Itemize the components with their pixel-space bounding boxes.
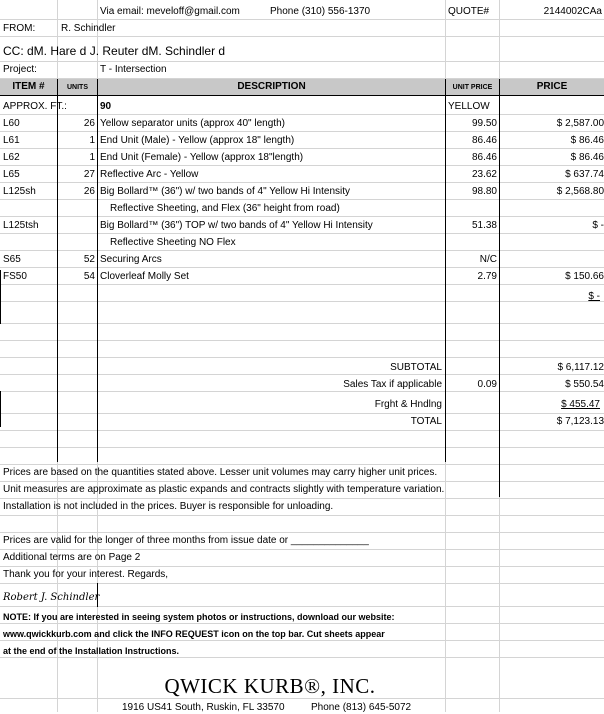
line-item-description: Yellow separator units (approx 40" length) [100,118,285,129]
line-item-price: $ - [588,291,600,302]
company-name: QWICK KURB®, INC. [164,674,376,698]
line-item-description: End Unit (Male) - Yellow (approx 18" length) [100,135,295,146]
grid-line [0,549,604,550]
grid-line [0,216,604,217]
note-website-2: www.qwickkurb.com and click the INFO REQUEST icon on the top bar. Cut sheets appear [3,629,385,639]
total-value: $ 7,123.13 [556,416,604,427]
line-item-unit-price: 2.79 [477,271,497,282]
grid-line [0,447,604,448]
line-item-price: $ 2,587.00 [556,118,604,129]
grid-line [0,199,604,200]
line-item-units: 52 [83,254,95,265]
grid-line [0,148,604,149]
grid-line [0,19,604,20]
line-item-description-continued: Reflective Sheeting, and Flex (36" height from road) [110,203,340,214]
line-item-unit-price: 86.46 [471,135,497,146]
grid-line [0,623,604,624]
freight-value: $ 455.47 [561,399,600,410]
column-header-units: UNITS [67,84,88,91]
approx-ft-value: 90 [100,101,112,112]
note-quantities: Prices are based on the quantities stated above. Lesser unit volumes may carry higher unit prices. [3,467,438,478]
note-additional-terms: Additional terms are on Page 2 [3,552,141,563]
grid-line [0,36,604,37]
subtotal-label: SUBTOTAL [390,362,442,373]
sales-tax-label: Sales Tax if applicable [343,379,442,390]
line-item-description: Securing Arcs [100,254,162,265]
line-item-units: 1 [89,135,95,146]
grid-line [0,657,604,658]
line-item-price: $ 86.46 [570,135,604,146]
line-item-units: 26 [83,118,95,129]
line-item-code: L61 [3,135,20,146]
grid-line [0,566,604,567]
grid-line [0,481,604,482]
line-item-description: End Unit (Female) - Yellow (approx 18"length) [100,152,304,163]
line-item-units: 1 [89,152,95,163]
line-item-code: L125sh [3,186,36,197]
from-value: R. Schindler [61,23,116,34]
line-item-units: 27 [83,169,95,180]
via-email: Via email: meveloff@gmail.com [100,6,240,17]
project-value: T - Intersection [100,64,167,75]
project-label: Project: [3,64,37,75]
column-header-unit-price: UNIT PRICE [452,84,493,91]
note-validity: Prices are valid for the longer of three months from issue date or ______________ [3,535,369,546]
line-item-description-continued: Reflective Sheeting NO Flex [110,237,236,248]
grid-line [0,233,604,234]
line-item-price: $ 637.74 [565,169,604,180]
line-item-code: L62 [3,152,20,163]
left-border [0,270,1,324]
grid-line [0,357,604,358]
grid-line [0,391,604,392]
line-item-code: S65 [3,254,21,265]
line-item-unit-price: 99.50 [471,118,497,129]
line-item-description: Cloverleaf Molly Set [100,271,189,282]
signature: Robert J. Schindler [3,592,100,603]
total-label: TOTAL [410,416,442,427]
approx-ft-label: APPROX. FT.: [3,101,67,112]
line-item-unit-price: N/C [479,254,497,265]
note-website-1: NOTE: If you are interested in seeing system photos or instructions, download our website: [3,612,395,622]
approx-color: YELLOW [448,101,490,112]
grid-line [0,340,604,341]
line-item-code: L60 [3,118,20,129]
line-item-description: Reflective Arc - Yellow [100,169,199,180]
line-item-unit-price: 23.62 [471,169,497,180]
column-header-price: PRICE [536,81,568,92]
sales-tax-rate: 0.09 [477,379,497,390]
column-header-item: ITEM # [12,81,45,92]
grid-line [0,640,604,641]
line-item-units: 54 [83,271,95,282]
line-item-units: 26 [83,186,95,197]
cc-line: CC: dM. Hare d J. Reuter dM. Schindler d [3,44,226,58]
quote-number: 2144002CAa [543,6,602,17]
note-installation: Installation is not included in the prices. Buyer is responsible for unloading. [3,501,334,512]
line-item-description: Big Bollard™ (36") w/ two bands of 4" Yellow Hi Intensity [100,186,350,197]
line-item-price: $ 2,568.80 [556,186,604,197]
line-item-code: L65 [3,169,20,180]
grid-line [0,267,604,268]
grid-line [0,430,604,431]
grid-line [0,515,604,516]
company-phone: Phone (813) 645-5072 [311,702,412,713]
grid-line [0,532,604,533]
note-thank-you: Thank you for your interest. Regards, [3,569,169,580]
line-item-price: $ - [592,220,604,231]
grid-line [0,323,604,324]
note-website-3: at the end of the Installation Instructions. [3,646,180,656]
note-measures: Unit measures are approximate as plastic expands and contracts slightly with temperature variation. [3,484,445,495]
subtotal-value: $ 6,117.12 [557,362,604,373]
grid-line [0,61,604,62]
left-border [0,391,1,427]
sales-tax-value: $ 550.54 [565,379,604,390]
line-item-code: L125tsh [3,220,39,231]
grid-line [0,606,604,607]
line-item-description: Big Bollard™ (36") TOP w/ two bands of 4" Yellow Hi Intensity [100,220,373,231]
grid-line [0,284,604,285]
phone-text: Phone (310) 556-1370 [270,6,371,17]
header-bottom-border [0,95,604,96]
line-item-unit-price: 51.38 [471,220,497,231]
grid-line [0,498,604,499]
grid-line [0,131,604,132]
company-address: 1916 US41 South, Ruskin, FL 33570 [122,702,285,713]
column-header-description: DESCRIPTION [237,81,306,92]
grid-line [0,374,604,375]
grid-line [0,583,604,584]
grid-line [0,413,604,414]
quote-label: QUOTE# [448,6,490,17]
grid-line [0,250,604,251]
freight-label: Frght & Hndlng [374,399,442,410]
grid-line [0,114,604,115]
line-item-price: $ 150.66 [565,271,604,282]
line-item-price: $ 86.46 [570,152,604,163]
grid-line [0,698,604,699]
from-label: FROM: [3,23,36,34]
line-item-code: FS50 [3,271,27,282]
line-item-unit-price: 86.46 [471,152,497,163]
grid-line [0,182,604,183]
grid-line [0,464,604,465]
line-item-unit-price: 98.80 [471,186,497,197]
grid-line [0,165,604,166]
